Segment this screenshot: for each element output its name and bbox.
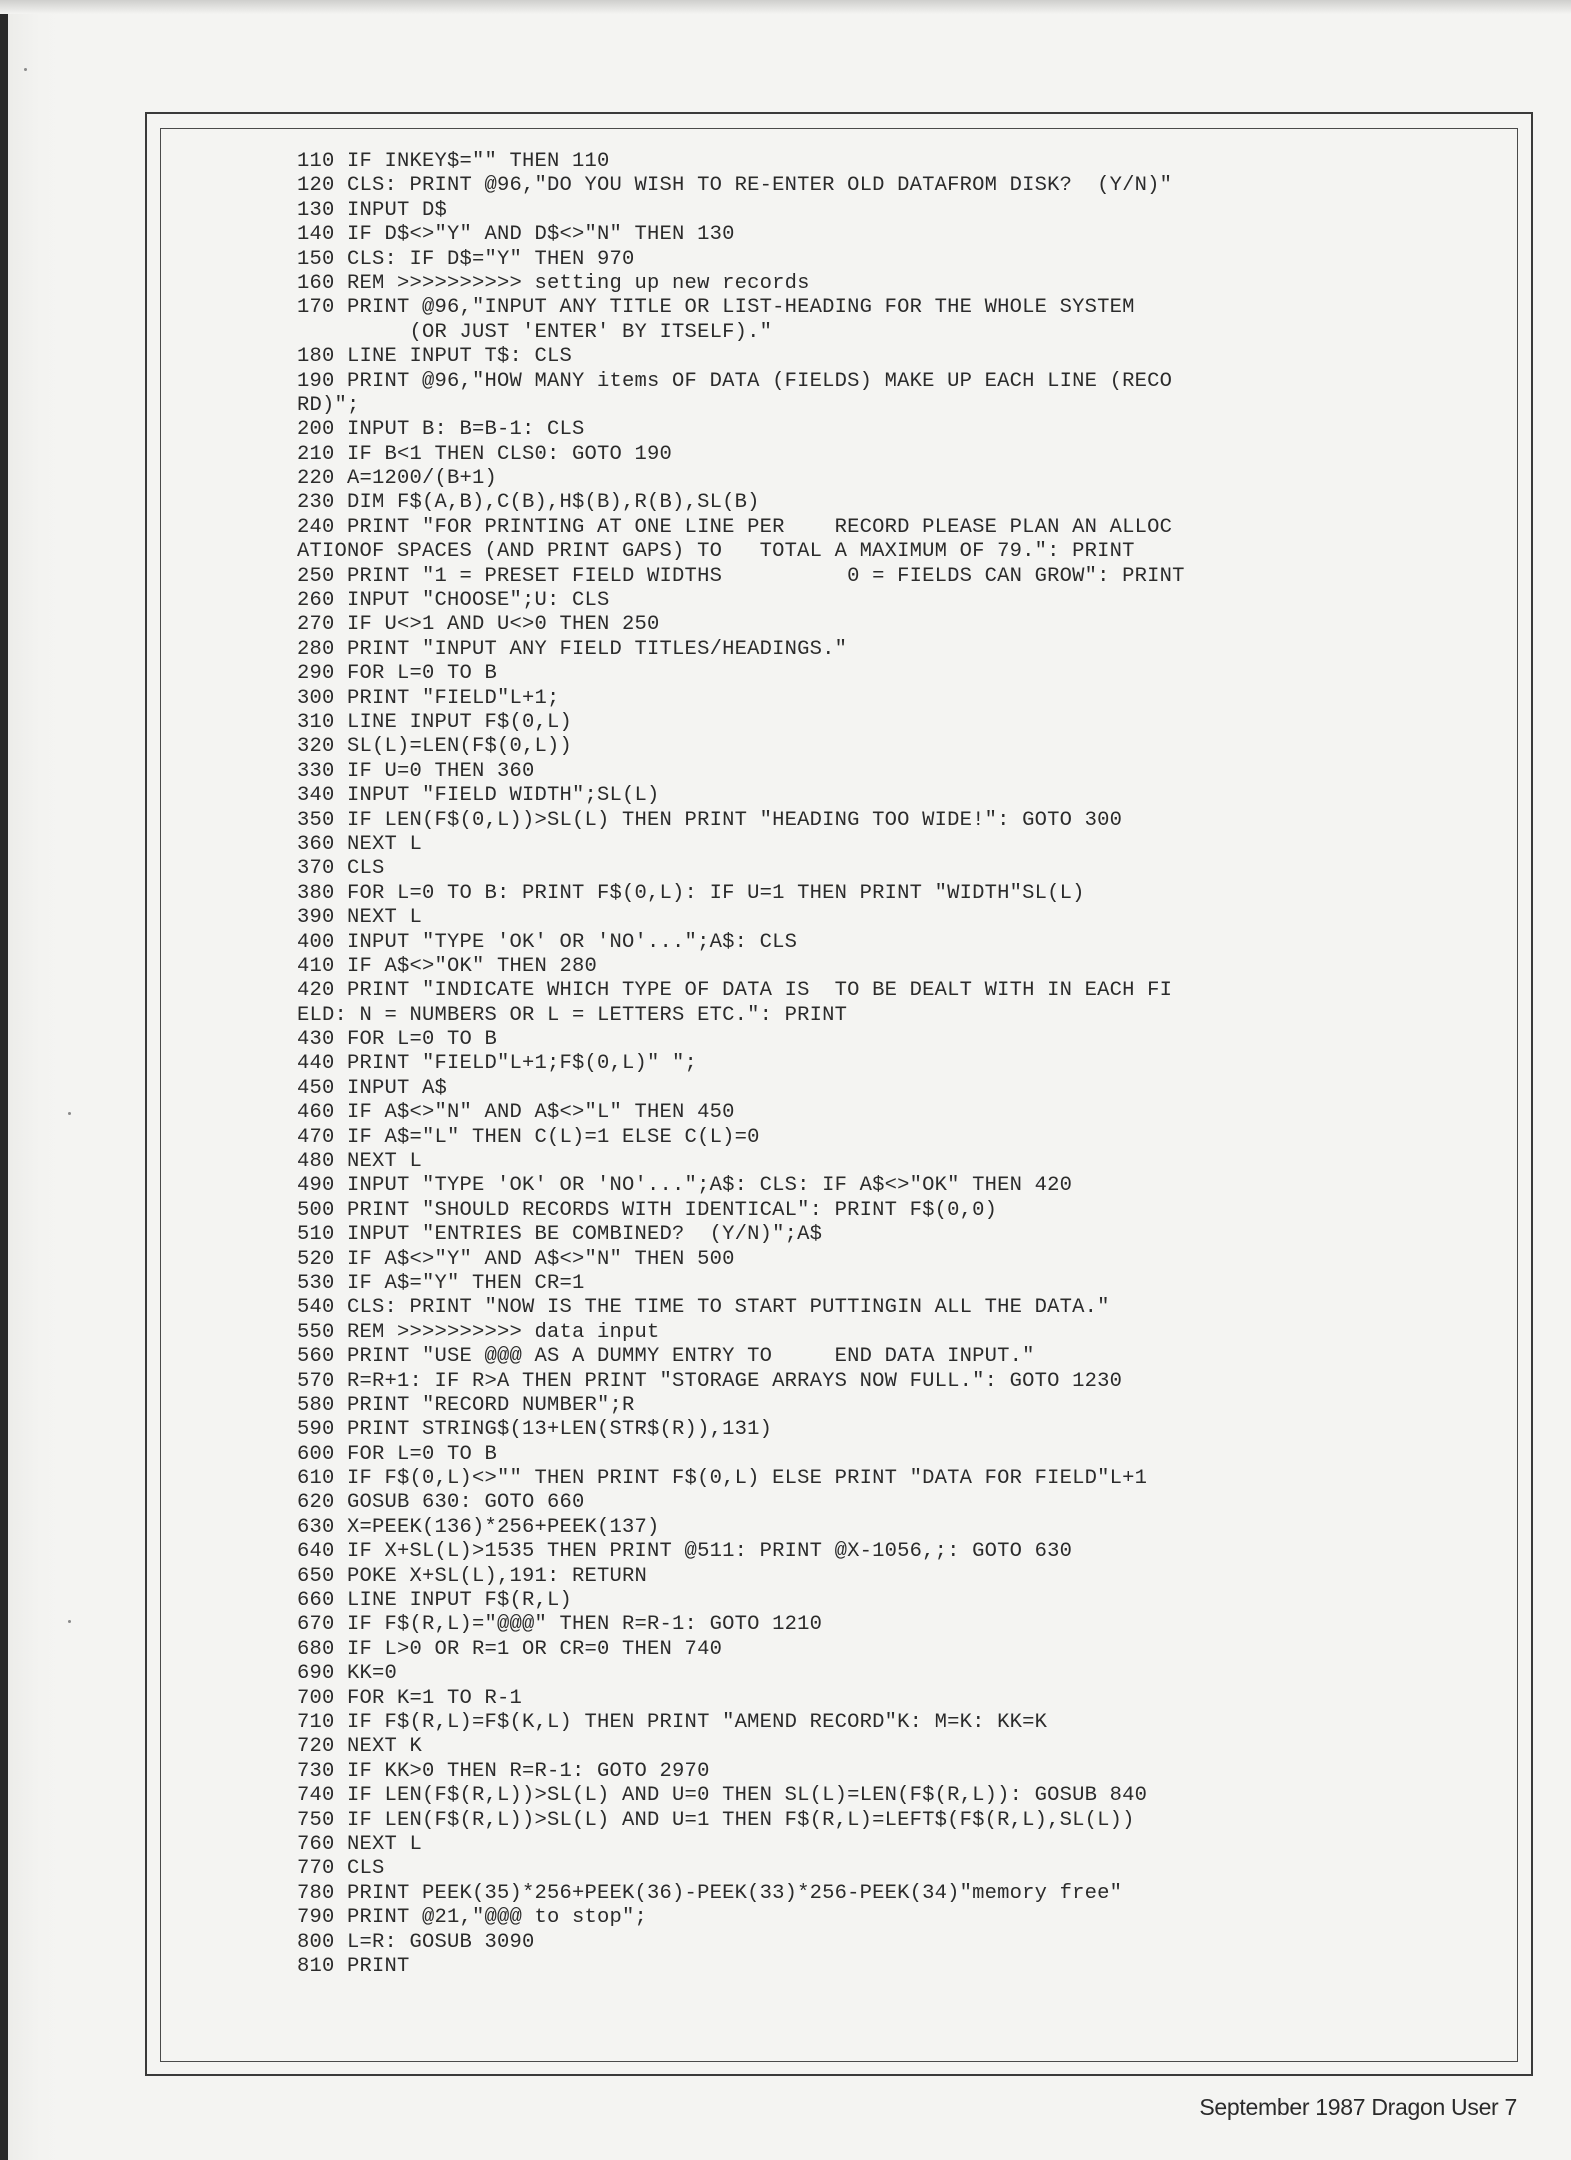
code-line: 790 PRINT @21,"@@@ to stop";	[297, 1906, 648, 1930]
binding-shadow	[0, 0, 8, 2160]
page-binding-edge	[0, 0, 70, 2160]
code-line: 720 NEXT K	[297, 1735, 423, 1759]
code-line: 670 IF F$(R,L)="@@@" THEN R=R-1: GOTO 1210	[297, 1613, 823, 1637]
code-line: 140 IF D$<>"Y" AND D$<>"N" THEN 130	[297, 223, 735, 247]
code-line: 620 GOSUB 630: GOTO 660	[297, 1491, 585, 1515]
code-line: 480 NEXT L	[297, 1150, 423, 1174]
code-line: 370 CLS	[297, 857, 385, 881]
code-line: 760 NEXT L	[297, 1832, 423, 1856]
code-line: 260 INPUT "CHOOSE";U: CLS	[297, 589, 610, 613]
code-line: 280 PRINT "INPUT ANY FIELD TITLES/HEADINGS."	[297, 637, 848, 661]
code-line: 580 PRINT "RECORD NUMBER";R	[297, 1393, 635, 1417]
code-line: 490 INPUT "TYPE 'OK' OR 'NO'...";A$: CLS: IF A$<>"OK" THEN 420	[297, 1174, 1073, 1198]
code-line: 440 PRINT "FIELD"L+1;F$(0,L)" ";	[297, 1052, 698, 1076]
code-line: 210 IF B<1 THEN CLS0: GOTO 190	[297, 442, 673, 466]
code-line: 310 LINE INPUT F$(0,L)	[297, 710, 573, 734]
code-line: 810 PRINT	[297, 1954, 410, 1978]
code-line: ELD: N = NUMBERS OR L = LETTERS ETC.": PRINT	[297, 1003, 848, 1027]
code-line: RD)";	[297, 393, 360, 417]
code-line: 320 SL(L)=LEN(F$(0,L))	[297, 735, 573, 759]
code-line: 430 FOR L=0 TO B	[297, 1028, 498, 1052]
code-line: 630 X=PEEK(136)*256+PEEK(137)	[297, 1515, 660, 1539]
margin-speck	[68, 1112, 71, 1115]
code-line: 270 IF U<>1 AND U<>0 THEN 250	[297, 613, 660, 637]
code-line: 290 FOR L=0 TO B	[297, 662, 498, 686]
code-line: 400 INPUT "TYPE 'OK' OR 'NO'...";A$: CLS	[297, 930, 798, 954]
code-line: 610 IF F$(0,L)<>"" THEN PRINT F$(0,L) ELSE PRINT "DATA FOR FIELD"L+1	[297, 1467, 1148, 1491]
code-line: 460 IF A$<>"N" AND A$<>"L" THEN 450	[297, 1101, 735, 1125]
code-line: 200 INPUT B: B=B-1: CLS	[297, 418, 585, 442]
code-line: 530 IF A$="Y" THEN CR=1	[297, 1271, 585, 1295]
code-line: 340 INPUT "FIELD WIDTH";SL(L)	[297, 784, 660, 808]
code-line: 700 FOR K=1 TO R-1	[297, 1686, 523, 1710]
code-line: 390 NEXT L	[297, 906, 423, 930]
code-line: 750 IF LEN(F$(R,L))>SL(L) AND U=1 THEN F$(R,L)=LEFT$(F$(R,L),SL(L))	[297, 1808, 1135, 1832]
margin-speck	[24, 68, 27, 71]
code-line: 500 PRINT "SHOULD RECORDS WITH IDENTICAL": PRINT F$(0,0)	[297, 1198, 998, 1222]
code-line: ATIONOF SPACES (AND PRINT GAPS) TO TOTAL A MAXIMUM OF 79.": PRINT	[297, 540, 1135, 564]
code-line: 560 PRINT "USE @@@ AS A DUMMY ENTRY TO END DATA INPUT."	[297, 1345, 1035, 1369]
code-line: 710 IF F$(R,L)=F$(K,L) THEN PRINT "AMEND RECORD"K: M=K: KK=K	[297, 1711, 1048, 1734]
code-line: 640 IF X+SL(L)>1535 THEN PRINT @511: PRINT @X-1056,;: GOTO 630	[297, 1540, 1073, 1564]
code-line: 650 POKE X+SL(L),191: RETURN	[297, 1564, 648, 1588]
margin-speck	[68, 1620, 71, 1623]
top-shadow	[0, 0, 1571, 14]
code-line: 420 PRINT "INDICATE WHICH TYPE OF DATA IS TO BE DEALT WITH IN EACH FI	[297, 979, 1173, 1003]
code-line: 740 IF LEN(F$(R,L))>SL(L) AND U=0 THEN SL(L)=LEN(F$(R,L)): GOSUB 840	[297, 1784, 1148, 1808]
code-line: (OR JUST 'ENTER' BY ITSELF)."	[297, 320, 773, 344]
code-line: 540 CLS: PRINT "NOW IS THE TIME TO START PUTTINGIN ALL THE DATA."	[297, 1296, 1110, 1320]
code-line: 470 IF A$="L" THEN C(L)=1 ELSE C(L)=0	[297, 1125, 760, 1149]
code-line: 680 IF L>0 OR R=1 OR CR=0 THEN 740	[297, 1637, 723, 1661]
code-line: 800 L=R: GOSUB 3090	[297, 1930, 535, 1954]
code-line: 770 CLS	[297, 1857, 385, 1881]
code-line: 380 FOR L=0 TO B: PRINT F$(0,L): IF U=1 THEN PRINT "WIDTH"SL(L)	[297, 881, 1085, 905]
code-line: 150 CLS: IF D$="Y" THEN 970	[297, 247, 635, 271]
code-line: 360 NEXT L	[297, 832, 423, 856]
code-line: 410 IF A$<>"OK" THEN 280	[297, 954, 598, 978]
code-line: 130 INPUT D$	[297, 198, 448, 222]
code-line: 120 CLS: PRINT @96,"DO YOU WISH TO RE-ENTER OLD DATAFROM DISK? (Y/N)"	[297, 174, 1173, 198]
code-line: 230 DIM F$(A,B),C(B),H$(B),R(B),SL(B)	[297, 491, 760, 515]
code-line: 160 REM >>>>>>>>>> setting up new records	[297, 271, 810, 295]
code-line: 190 PRINT @96,"HOW MANY items OF DATA (FIELDS) MAKE UP EACH LINE (RECO	[297, 369, 1173, 393]
basic-program-listing	[297, 150, 1457, 1979]
code-line: 330 IF U=0 THEN 360	[297, 759, 535, 783]
code-line: 240 PRINT "FOR PRINTING AT ONE LINE PER RECORD PLEASE PLAN AN ALLOC	[297, 515, 1173, 539]
code-line: 660 LINE INPUT F$(R,L)	[297, 1589, 573, 1613]
code-line: 690 KK=0	[297, 1662, 398, 1686]
code-line: 450 INPUT A$	[297, 1076, 448, 1100]
code-line: 350 IF LEN(F$(0,L))>SL(L) THEN PRINT "HEADING TOO WIDE!": GOTO 300	[297, 808, 1123, 832]
code-line: 550 REM >>>>>>>>>> data input	[297, 1320, 660, 1344]
code-line: 180 LINE INPUT T$: CLS	[297, 345, 573, 369]
code-line: 600 FOR L=0 TO B	[297, 1442, 498, 1466]
code-line: 730 IF KK>0 THEN R=R-1: GOTO 2970	[297, 1759, 710, 1783]
code-line: 780 PRINT PEEK(35)*256+PEEK(36)-PEEK(33)*256-PEEK(34)"memory free"	[297, 1881, 1123, 1905]
code-line: 510 INPUT "ENTRIES BE COMBINED? (Y/N)";A$	[297, 1223, 823, 1247]
code-line: 220 A=1200/(B+1)	[297, 467, 498, 491]
code-line: 170 PRINT @96,"INPUT ANY TITLE OR LIST-HEADING FOR THE WHOLE SYSTEM	[297, 296, 1135, 320]
code-line: 110 IF INKEY$="" THEN 110	[297, 150, 610, 173]
page-footer: September 1987 Dragon User 7	[1199, 2094, 1517, 2120]
code-line: 570 R=R+1: IF R>A THEN PRINT "STORAGE ARRAYS NOW FULL.": GOTO 1230	[297, 1369, 1123, 1393]
code-line: 250 PRINT "1 = PRESET FIELD WIDTHS 0 = FIELDS CAN GROW": PRINT	[297, 564, 1185, 588]
code-line: 520 IF A$<>"Y" AND A$<>"N" THEN 500	[297, 1247, 735, 1271]
code-line: 590 PRINT STRING$(13+LEN(STR$(R)),131)	[297, 1418, 773, 1442]
code-line: 300 PRINT "FIELD"L+1;	[297, 686, 560, 710]
